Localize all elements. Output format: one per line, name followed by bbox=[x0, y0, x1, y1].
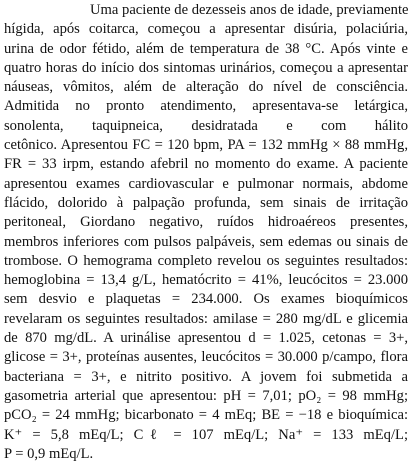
text-line: bacteriana = 3+, e nitrito positivo. A jovem foi submetida a bbox=[4, 368, 408, 385]
text-line: Admitida no pronto atendimento, apresentava-se letárgica, bbox=[4, 98, 408, 115]
text-line: náuseas, vômitos, além de alteração do nível de consciência. bbox=[4, 79, 408, 96]
text-line: urina de odor fétido, além de temperatura de 38 °C. Após vinte e bbox=[4, 40, 408, 57]
text-line: glicose = 3+, proteínas ausentes, leucócitos = 30.000 p/campo, flora bbox=[4, 349, 408, 366]
text-line: hemoglobina = 13,4 g/L, hematócrito = 41%, leucócitos = 23.000 bbox=[4, 272, 408, 289]
text-line: Uma paciente de dezesseis anos de idade, previamente bbox=[90, 2, 409, 18]
text-line: hígida, após coitarca, começou a apresentar disúria, polaciúria, bbox=[4, 21, 408, 38]
text-line: pCO₂ = 24 mmHg; bicarbonato = 4 mEq; BE = −18 e bioquímica: bbox=[4, 407, 408, 424]
text-line: K⁺ = 5,8 mEq/L; Cℓ = 107 mEq/L; Na⁺ = 133 mEq/L; bbox=[4, 426, 408, 443]
text-line: revelaram os seguintes resultados: amilase = 280 mg/dL e glicemia bbox=[4, 310, 408, 327]
text-line: quatro horas do início dos sintomas urinários, começou a apresentar bbox=[4, 59, 408, 76]
text-line: peritoneal, Giordano negativo, ruídos hidroaéreos presentes, bbox=[4, 214, 408, 231]
text-line: cetônico. Apresentou FC = 120 bpm, PA = 132 mmHg × 88 mmHg, bbox=[4, 137, 408, 154]
text-line: flácido, dolorido à palpação profunda, sem sinais de irritação bbox=[4, 194, 408, 211]
text-line: sem desvio e plaquetas = 234.000. Os exames bioquímicos bbox=[4, 291, 408, 308]
text-line: de 870 mg/dL. A urinálise apresentou d = 1.025, cetonas = 3+, bbox=[4, 330, 408, 347]
text-line: gasometria arterial que apresentou: pH = 7,01; pO₂ = 98 mmHg; bbox=[4, 387, 408, 404]
text-line: membros inferiores com pulsos palpáveis, sem edemas ou sinais de bbox=[4, 233, 408, 250]
text-line: FR = 33 irpm, estando afebril no momento do exame. A paciente bbox=[4, 156, 408, 173]
text-line: sonolenta, taquipneica, desidratada e com hálito bbox=[4, 117, 408, 134]
text-line: apresentou exames cardiovascular e pulmonar normais, abdome bbox=[4, 175, 408, 192]
case-paragraph bbox=[4, 1, 408, 464]
text-line: P = 0,9 mEq/L. bbox=[4, 445, 94, 462]
text-line: trombose. O hemograma completo revelou os seguintes resultados: bbox=[4, 252, 408, 269]
